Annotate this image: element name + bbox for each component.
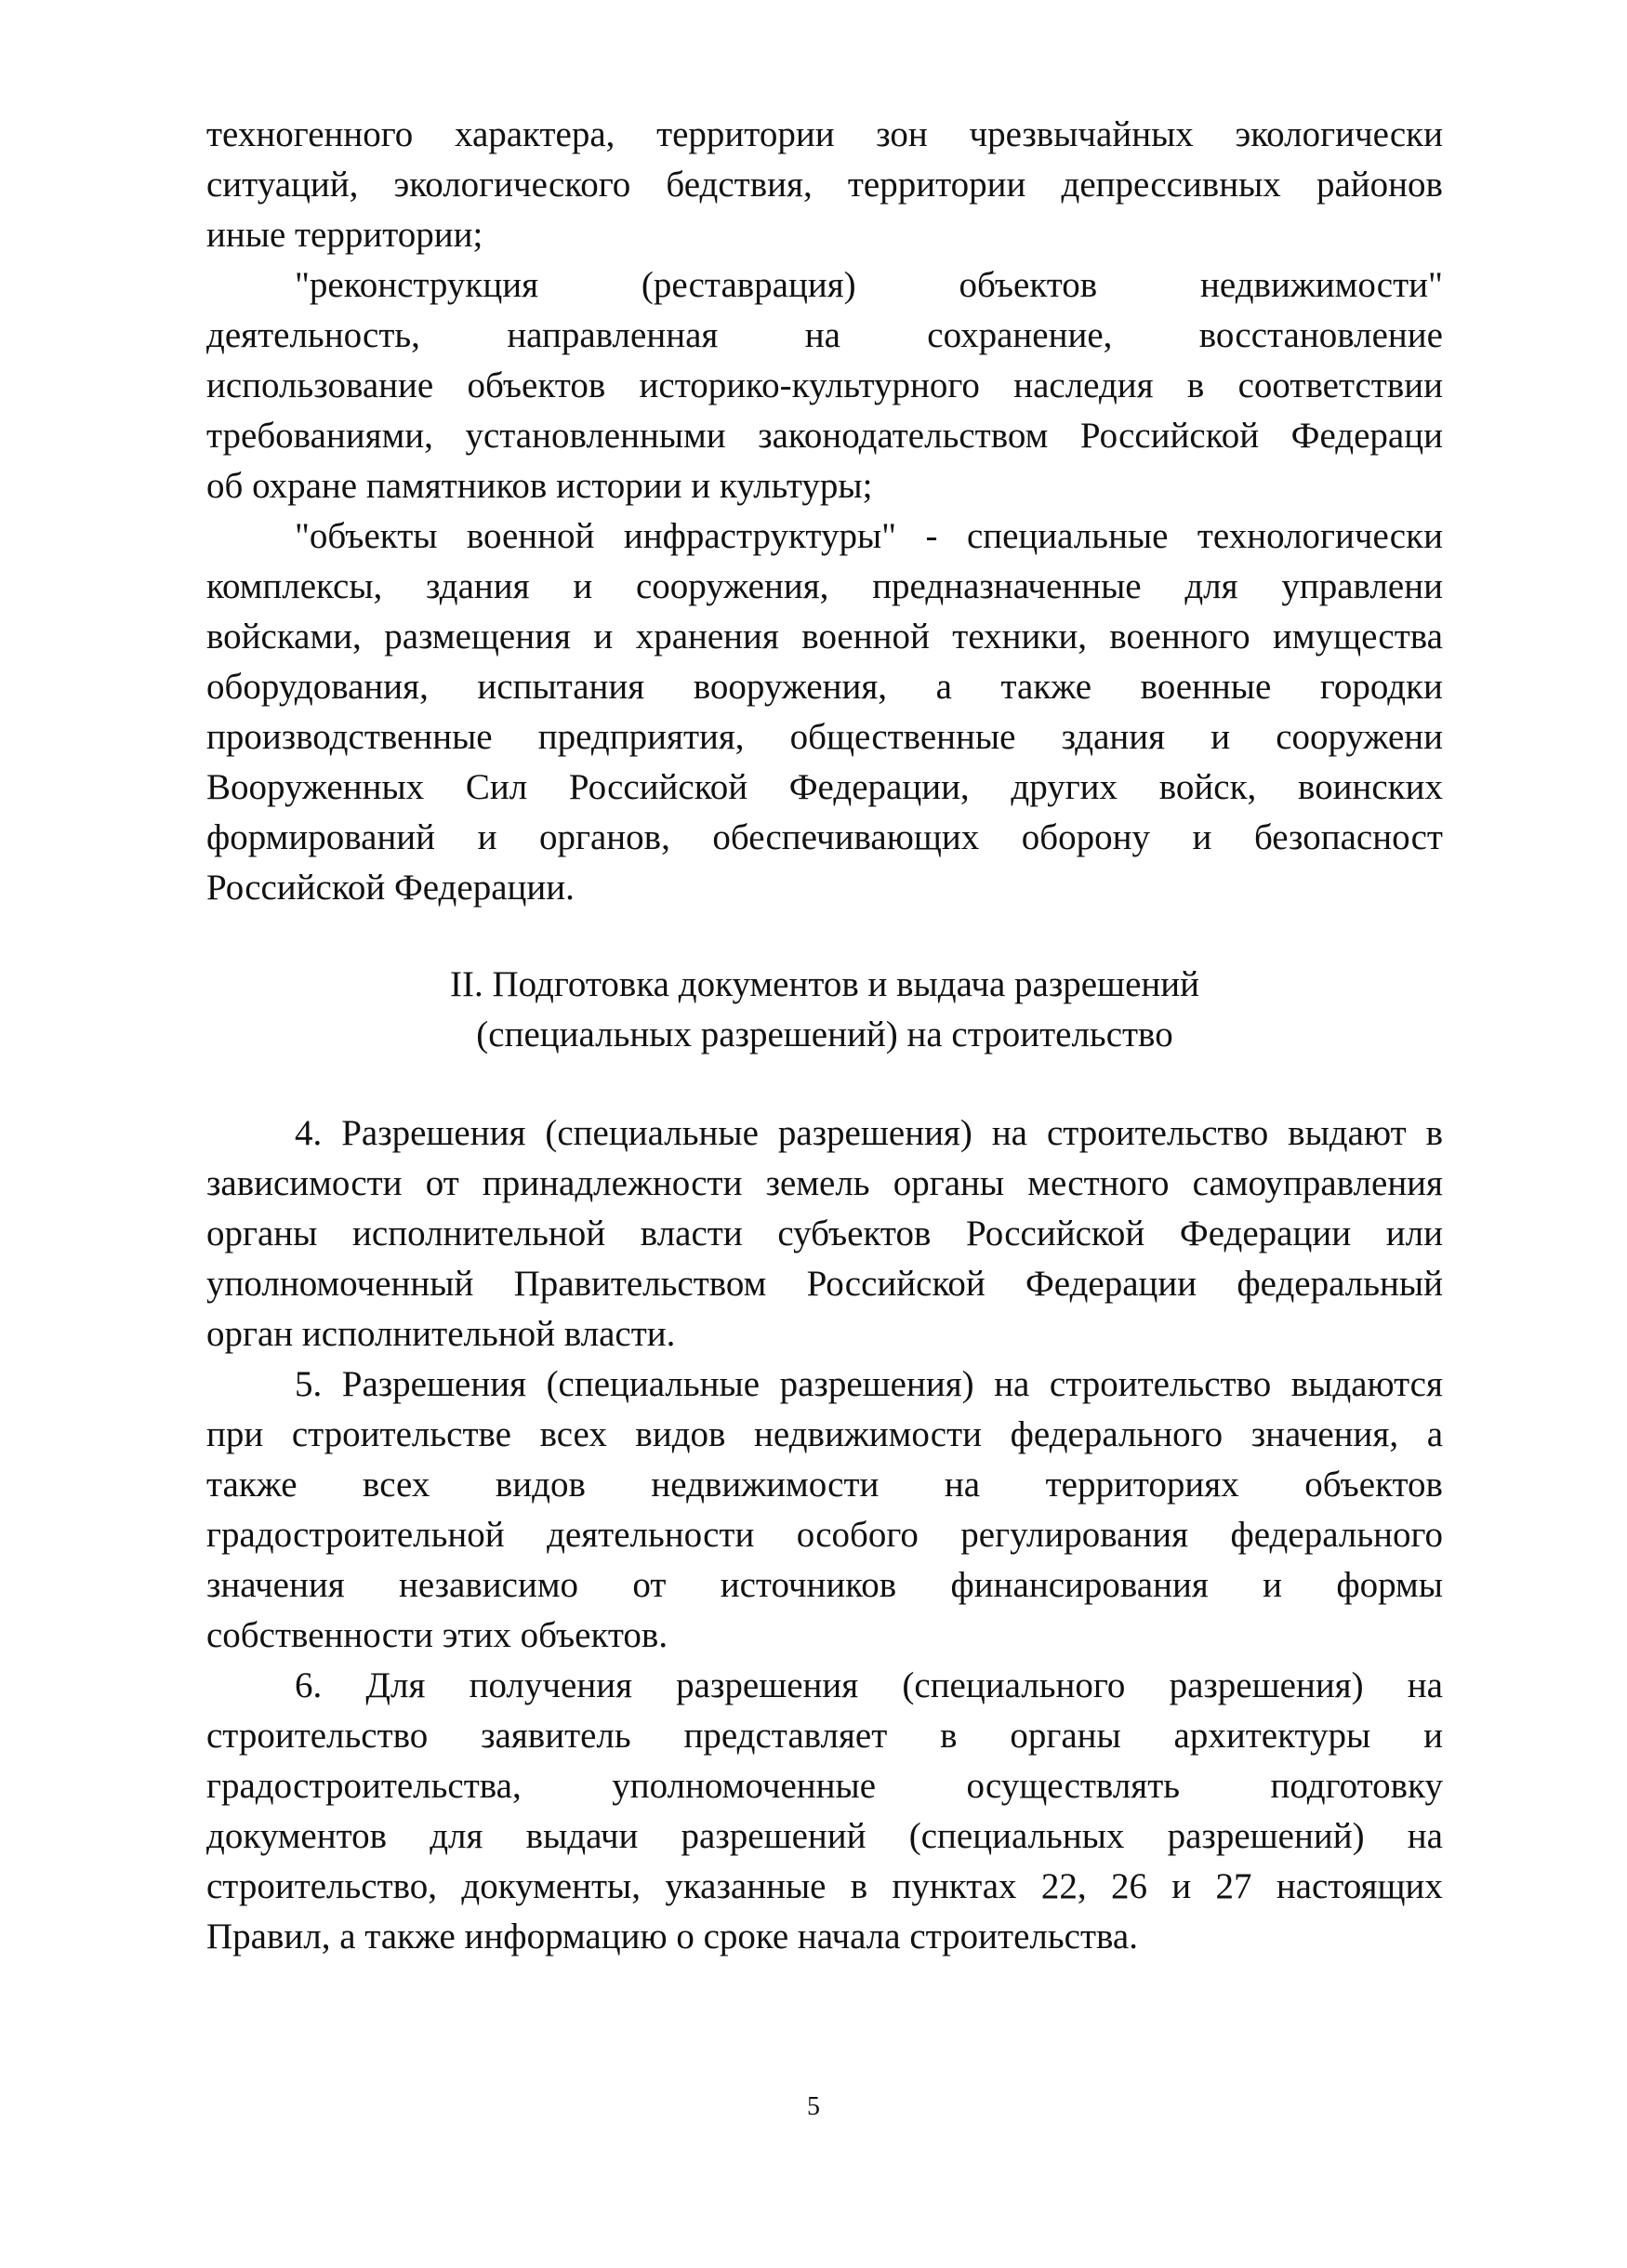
text-line: значения независимо от источников финансирования и формы — [206, 1565, 1443, 1605]
text-line: войсками, размещения и хранения военной техники, военного имущества — [206, 617, 1443, 657]
text-line: уполномоченный Правительством Российской Федерации федеральный — [206, 1264, 1443, 1304]
text-line: градостроительной деятельности особого регулирования федерального — [206, 1515, 1443, 1555]
text-line: формирований и органов, обеспечивающих оборону и безопасност — [206, 817, 1443, 857]
text-line: оборудования, испытания вооружения, а также военные городки — [206, 667, 1443, 707]
text-line: при строительстве всех видов недвижимости федерального значения, а — [206, 1414, 1443, 1454]
page-number: 5 — [807, 2092, 820, 2121]
text-line: 6. Для получения разрешения (специального разрешения) на — [295, 1665, 1443, 1705]
section-heading-line: (специальных разрешений) на строительство — [476, 1015, 1173, 1054]
text-line: органы исполнительной власти субъектов Российской Федерации или — [206, 1214, 1443, 1253]
text-line: 5. Разрешения (специальные разрешения) на строительство выдаются — [295, 1364, 1443, 1404]
text-line: строительство заявитель представляет в органы архитектуры и — [206, 1716, 1443, 1756]
text-line: Правил, а также информацию о сроке начала строительства. — [206, 1917, 1138, 1956]
text-line: также всех видов недвижимости на территориях объектов — [206, 1465, 1443, 1505]
text-line: зависимости от принадлежности земель органы местного самоуправления — [206, 1163, 1443, 1203]
text-line: требованиями, установленными законодательством Российской Федераци — [206, 416, 1443, 456]
text-line: "реконструкция (реставрация) объектов недвижимости" — [295, 265, 1443, 305]
text-line: деятельность, направленная на сохранение, восстановление — [206, 315, 1443, 355]
text-line: Вооруженных Сил Российской Федерации, других войск, воинских — [206, 767, 1443, 807]
text-line: производственные предприятия, общественные здания и сооружени — [206, 717, 1443, 757]
definitions-block — [206, 110, 1443, 913]
text-line: орган исполнительной власти. — [206, 1314, 676, 1354]
text-line: Российской Федерации. — [206, 868, 575, 908]
text-line: ситуаций, экологического бедствия, территории депрессивных районов — [206, 165, 1443, 205]
section-heading — [206, 960, 1443, 1060]
text-line: комплексы, здания и сооружения, предназначенные для управлени — [206, 566, 1443, 606]
text-line: собственности этих объектов. — [206, 1615, 668, 1655]
page-content — [206, 110, 1443, 1962]
text-line: об охране памятников истории и культуры; — [206, 466, 873, 506]
text-line: строительство, документы, указанные в пунктах 22, 26 и 27 настоящих — [206, 1866, 1443, 1906]
section-heading-line: II. Подготовка документов и выдача разрешений — [450, 964, 1199, 1004]
text-line: иные территории; — [206, 215, 483, 255]
text-line: документов для выдачи разрешений (специальных разрешений) на — [206, 1816, 1443, 1856]
text-line: использование объектов историко-культурного наследия в соответствии — [206, 365, 1443, 405]
text-line: техногенного характера, территории зон чрезвычайных экологически — [206, 114, 1443, 154]
text-line: 4. Разрешения (специальные разрешения) на строительство выдают в — [295, 1113, 1443, 1153]
text-line: градостроительства, уполномоченные осуществлять подготовку — [206, 1766, 1443, 1806]
text-line: "объекты военной инфраструктуры" - специальные технологически — [295, 516, 1443, 556]
rules-block — [206, 1108, 1443, 1962]
